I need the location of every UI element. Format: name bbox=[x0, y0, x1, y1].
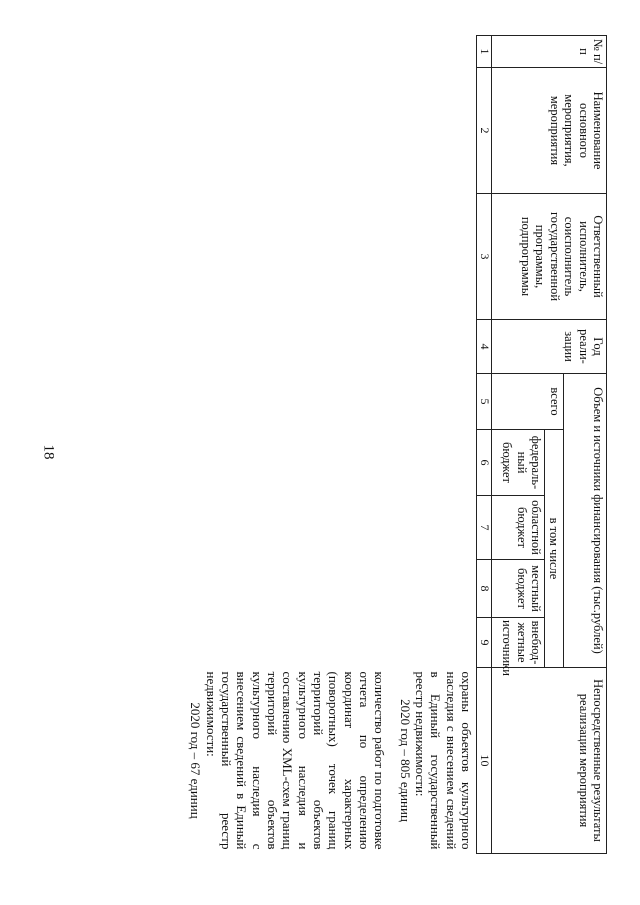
results-cell bbox=[176, 668, 476, 854]
header-total: всего bbox=[492, 374, 564, 430]
col-number-2: 2 bbox=[477, 68, 492, 194]
page-number: 18 bbox=[40, 444, 57, 460]
program-table bbox=[176, 35, 607, 854]
col-number-6: 6 bbox=[477, 430, 492, 496]
header-activity-name: Наименование основного мероприятия, мероприятия bbox=[492, 68, 607, 194]
result-text-1: охраны объектов культурного наследия с внесением сведений в Единый государственный реестр недвижимости: bbox=[413, 671, 474, 850]
header-executor: Ответственный исполнитель, соисполнитель государственной программы, подпрограммы bbox=[492, 194, 607, 320]
header-financing: Объем и источники финансирования (тыс.рублей) bbox=[564, 374, 607, 668]
col-number-3: 3 bbox=[477, 194, 492, 320]
header-results: Непосредственные результаты реализации мероприятия bbox=[492, 668, 607, 854]
col-number-8: 8 bbox=[477, 560, 492, 618]
rotated-sheet bbox=[87, 35, 607, 875]
result-value-1: 2020 год – 805 единиц bbox=[397, 699, 413, 822]
header-year: Год реали-зации bbox=[492, 320, 607, 374]
result-value-2: 2020 год – 67 единиц bbox=[188, 702, 204, 819]
header-extrabudget: внебюд-жетные источники bbox=[492, 618, 545, 668]
header-regional: областной бюджет bbox=[492, 496, 545, 560]
header-federal: федераль-ный бюджет bbox=[492, 430, 545, 496]
header-including: в том числе bbox=[545, 430, 564, 668]
header-number: № п/п bbox=[492, 36, 607, 68]
col-number-9: 9 bbox=[477, 618, 492, 668]
col-number-1: 1 bbox=[477, 36, 492, 68]
col-number-5: 5 bbox=[477, 374, 492, 430]
col-number-7: 7 bbox=[477, 496, 492, 560]
header-local: местный бюджет bbox=[492, 560, 545, 618]
col-number-4: 4 bbox=[477, 320, 492, 374]
result-text-2: количество работ по подготовке отчета по определению координат характерных (поворотных) точек границ территорий объектов культурного наследия и составлению XML-схем границ территорий объектов культурного наследия с внесением сведений в Единый государственный реестр недвижимости: bbox=[203, 671, 388, 850]
col-number-10: 10 bbox=[477, 668, 492, 854]
